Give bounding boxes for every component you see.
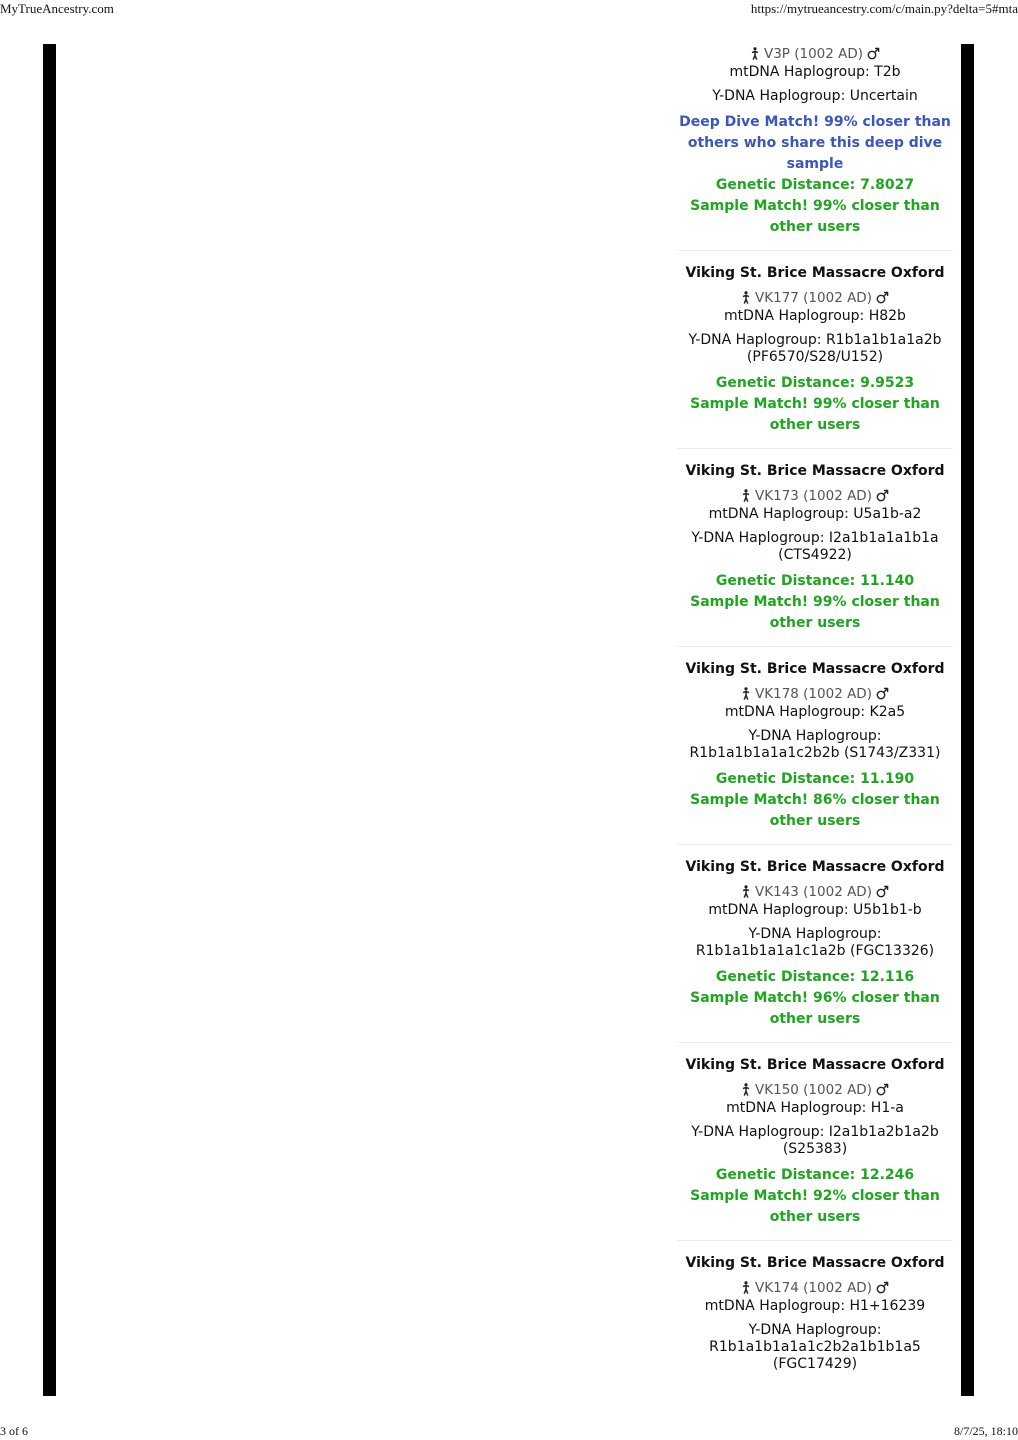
print-header <box>0 0 1018 20</box>
print-footer <box>0 1422 1018 1440</box>
sample-line <box>677 486 953 506</box>
genetic-distance: Genetic Distance: 11.190 <box>715 771 915 787</box>
site-title: Viking St. Brice Massacre Oxford <box>685 1255 945 1271</box>
genetic-distance: Genetic Distance: 11.140 <box>715 573 915 589</box>
sample-id[interactable]: VK173 (1002 AD) <box>755 488 872 504</box>
site-title: Viking St. Brice Massacre Oxford <box>685 859 945 875</box>
sample-card[interactable] <box>677 857 953 1043</box>
frame-left-border <box>43 44 56 1396</box>
person-walking-icon <box>741 1281 751 1294</box>
mtdna-haplogroup: mtDNA Haplogroup: U5b1b1-b <box>708 902 922 918</box>
sample-match: Sample Match! 86% closer than other users <box>690 792 940 829</box>
sample-card[interactable] <box>677 44 953 251</box>
sample-id[interactable]: VK174 (1002 AD) <box>755 1280 872 1296</box>
mtdna-haplogroup: mtDNA Haplogroup: H1-a <box>726 1100 904 1116</box>
sample-match: Sample Match! 92% closer than other users <box>690 1188 940 1225</box>
sample-match: Sample Match! 99% closer than other users <box>690 396 940 433</box>
ydna-haplogroup: Y-DNA Haplogroup: I2a1b1a2b1a2b (S25383) <box>691 1124 939 1157</box>
sample-card[interactable] <box>677 263 953 449</box>
site-title: Viking St. Brice Massacre Oxford <box>685 1057 945 1073</box>
male-symbol-icon <box>867 47 880 60</box>
person-walking-icon <box>741 291 751 304</box>
frame-right-border <box>961 44 974 1396</box>
person-walking-icon <box>741 687 751 700</box>
genetic-distance: Genetic Distance: 9.9523 <box>715 375 915 391</box>
person-walking-icon <box>741 1083 751 1096</box>
person-walking-icon <box>741 885 751 898</box>
sample-id[interactable]: VK143 (1002 AD) <box>755 884 872 900</box>
male-symbol-icon <box>876 687 889 700</box>
ydna-haplogroup: Y-DNA Haplogroup: R1b1a1b1a1a2b (PF6570/S28/U152) <box>688 332 942 365</box>
ydna-haplogroup: Y-DNA Haplogroup: I2a1b1a1a1b1a (CTS4922) <box>691 530 939 563</box>
sample-match: Sample Match! 99% closer than other users <box>690 594 940 631</box>
genetic-distance: Genetic Distance: 12.116 <box>715 969 915 985</box>
sample-card[interactable] <box>677 1253 953 1385</box>
site-title: Viking St. Brice Massacre Oxford <box>685 661 945 677</box>
person-walking-icon <box>741 489 751 502</box>
genetic-distance: Genetic Distance: 12.246 <box>715 1167 915 1183</box>
match-results-column <box>677 44 953 1396</box>
ydna-haplogroup: Y-DNA Haplogroup: Uncertain <box>712 88 918 104</box>
genetic-distance: Genetic Distance: 7.8027 <box>715 177 915 193</box>
sample-match: Sample Match! 99% closer than other users <box>690 198 940 235</box>
male-symbol-icon <box>876 1281 889 1294</box>
mtdna-haplogroup: mtDNA Haplogroup: H82b <box>724 308 906 324</box>
sample-line <box>677 44 953 64</box>
site-title: Viking St. Brice Massacre Oxford <box>685 463 945 479</box>
male-symbol-icon <box>876 489 889 502</box>
print-timestamp: 8/7/25, 18:10 <box>953 1424 1018 1438</box>
sample-match: Sample Match! 96% closer than other users <box>690 990 940 1027</box>
mtdna-haplogroup: mtDNA Haplogroup: T2b <box>729 64 901 80</box>
mtdna-haplogroup: mtDNA Haplogroup: H1+16239 <box>704 1298 926 1314</box>
print-site-title: MyTrueAncestry.com <box>0 1 114 16</box>
mtdna-haplogroup: mtDNA Haplogroup: K2a5 <box>724 704 906 720</box>
ydna-haplogroup: Y-DNA Haplogroup: R1b1a1b1a1a1c2b2b (S1743/Z331) <box>689 728 941 761</box>
sample-id[interactable]: VK178 (1002 AD) <box>755 686 872 702</box>
site-title: Viking St. Brice Massacre Oxford <box>685 265 945 281</box>
male-symbol-icon <box>876 885 889 898</box>
sample-id[interactable]: VK150 (1002 AD) <box>755 1082 872 1098</box>
sample-id[interactable]: V3P (1002 AD) <box>763 46 864 62</box>
person-walking-icon <box>750 47 760 60</box>
sample-line <box>677 1080 953 1100</box>
ydna-haplogroup: Y-DNA Haplogroup: R1b1a1b1a1a1c1a2b (FGC13326) <box>695 926 935 959</box>
sample-line <box>677 1278 953 1298</box>
sample-card[interactable] <box>677 1055 953 1241</box>
print-url[interactable]: https://mytrueancestry.com/c/main.py?delta=5#mta <box>750 1 1018 16</box>
sample-line <box>677 684 953 704</box>
sample-line <box>677 288 953 308</box>
male-symbol-icon <box>876 1083 889 1096</box>
deep-dive-match: Deep Dive Match! 99% closer than others who share this deep dive sample <box>679 114 951 172</box>
sample-card[interactable] <box>677 659 953 845</box>
page-indicator: 3 of 6 <box>0 1424 28 1438</box>
sample-id[interactable]: VK177 (1002 AD) <box>755 290 872 306</box>
sample-line <box>677 882 953 902</box>
mtdna-haplogroup: mtDNA Haplogroup: U5a1b-a2 <box>708 506 922 522</box>
sample-card[interactable] <box>677 461 953 647</box>
male-symbol-icon <box>876 291 889 304</box>
ydna-haplogroup: Y-DNA Haplogroup: R1b1a1b1a1a1c2b2a1b1b1a5 (FGC17429) <box>709 1322 921 1372</box>
